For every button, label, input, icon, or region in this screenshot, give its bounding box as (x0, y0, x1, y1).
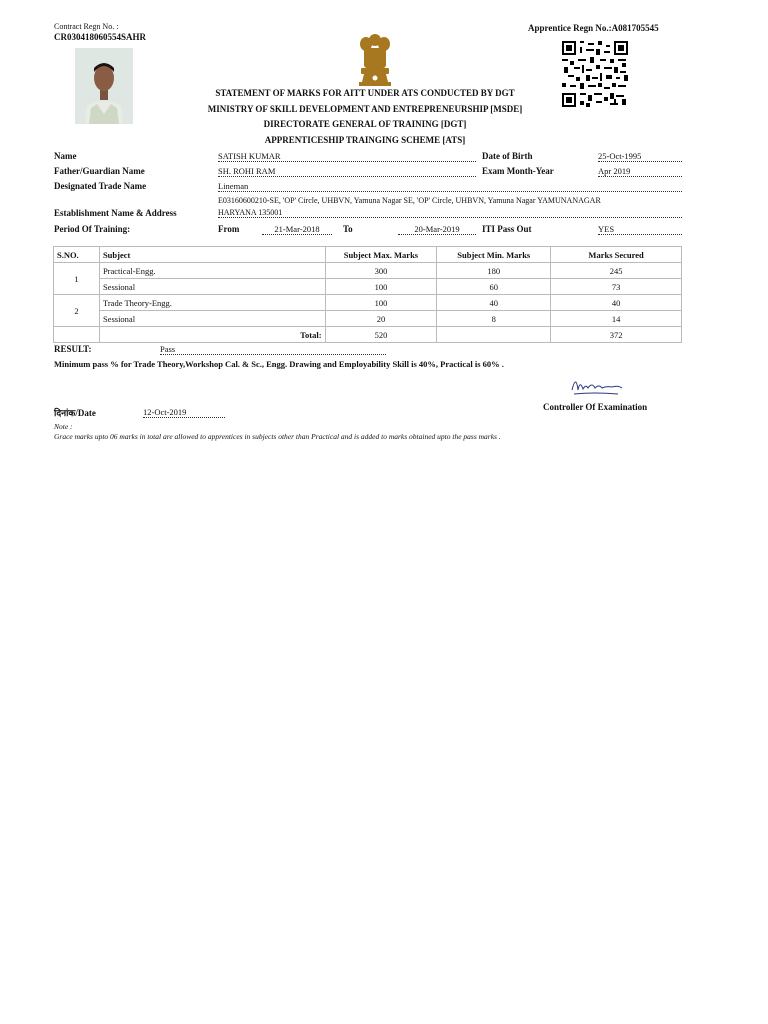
header-min: Subject Min. Marks (437, 247, 551, 263)
subject-cell: Practical-Engg. (99, 263, 325, 279)
min-cell: 8 (437, 311, 551, 327)
period-label: Period Of Training: (54, 224, 131, 234)
sno-cell: 2 (54, 295, 100, 327)
secured-cell: 40 (551, 295, 682, 311)
total-max: 520 (325, 327, 437, 343)
father-value: SH. ROHI RAM (218, 166, 476, 177)
name-value: SATISH KUMAR (218, 151, 476, 162)
max-cell: 100 (325, 279, 437, 295)
table-row (54, 279, 682, 295)
result-label: RESULT: (54, 344, 92, 354)
header-line-1: STATEMENT OF MARKS FOR AITT UNDER ATS CONDUCTED BY DGT (215, 88, 515, 98)
qr-code-icon (562, 41, 628, 107)
header-subject: Subject (99, 247, 325, 263)
min-cell: 40 (437, 295, 551, 311)
establishment-line-1: E03160600210-SE, 'OP' Circle, UHBVN, Yamuna Nagar SE, 'OP' Circle, UHBVN, Yamuna Nagar YAMUNANAGAR (218, 196, 601, 205)
min-cell: 180 (437, 263, 551, 279)
dob-value: 25-Oct-1995 (598, 151, 682, 162)
min-cell: 60 (437, 279, 551, 295)
date-value: 12-Oct-2019 (143, 407, 225, 418)
student-photo (75, 48, 133, 124)
apprentice-value: A081705545 (611, 23, 659, 33)
max-cell: 300 (325, 263, 437, 279)
secured-cell: 245 (551, 263, 682, 279)
signature-icon (568, 372, 628, 400)
dob-label: Date of Birth (482, 151, 533, 161)
name-label: Name (54, 151, 77, 161)
exam-label: Exam Month-Year (482, 166, 554, 176)
min-pass-note: Minimum pass % for Trade Theory,Workshop Cal. & Sc., Engg. Drawing and Employability Skill is 40%, Practical is 60% . (54, 359, 504, 369)
header-line-4: APPRENTICESHIP TRAINGING SCHEME [ATS] (264, 134, 466, 145)
national-emblem-icon (356, 32, 394, 88)
secured-cell: 73 (551, 279, 682, 295)
subject-cell: Trade Theory-Engg. (99, 295, 325, 311)
iti-value: YES (598, 224, 682, 235)
max-cell: 20 (325, 311, 437, 327)
contract-label: Contract Regn No. : (54, 22, 119, 31)
result-value: Pass (160, 344, 386, 355)
header-sno: S.NO. (54, 247, 100, 263)
table-header-row (54, 247, 682, 263)
sno-cell: 1 (54, 263, 100, 295)
from-value: 21-Mar-2018 (262, 224, 332, 235)
secured-cell: 14 (551, 311, 682, 327)
marks-table (53, 246, 682, 343)
table-row (54, 311, 682, 327)
note-label: Note : (54, 422, 73, 431)
exam-value: Apr 2019 (598, 166, 682, 177)
establishment-line-2: HARYANA 135001 (218, 208, 682, 218)
total-label: Total: (99, 327, 325, 343)
date-label: दिनांक/Date (54, 408, 96, 418)
table-total-row (54, 327, 682, 343)
father-label: Father/Guardian Name (54, 166, 145, 176)
apprentice-label: Apprentice Regn No.: (528, 23, 612, 33)
trade-label: Designated Trade Name (54, 181, 147, 191)
subject-cell: Sessional (99, 279, 325, 295)
table-row (54, 263, 682, 279)
iti-label: ITI Pass Out (482, 224, 532, 234)
to-label: To (343, 224, 353, 234)
max-cell: 100 (325, 295, 437, 311)
header-line-2: MINISTRY OF SKILL DEVELOPMENT AND ENTREPRENEURSHIP [MSDE] (207, 103, 523, 114)
establishment-label: Establishment Name & Address (54, 208, 177, 218)
total-secured: 372 (551, 327, 682, 343)
table-row (54, 295, 682, 311)
contract-value: CR030418060554SAHR (54, 32, 147, 42)
header-secured: Marks Secured (551, 247, 682, 263)
header-line-3: DIRECTORATE GENERAL OF TRAINING [DGT] (263, 119, 467, 129)
trade-value: Lineman (218, 181, 682, 192)
document-header (160, 86, 570, 148)
note-text: Grace marks upto 06 marks in total are allowed to apprentices in subjects other than Practical and is added to marks obtained upto the pass marks . (54, 432, 501, 441)
to-value: 20-Mar-2019 (398, 224, 476, 235)
from-label: From (218, 224, 240, 234)
apprentice-regn (528, 23, 659, 33)
controller-label: Controller Of Examination (543, 402, 648, 412)
header-max: Subject Max. Marks (325, 247, 437, 263)
subject-cell: Sessional (99, 311, 325, 327)
